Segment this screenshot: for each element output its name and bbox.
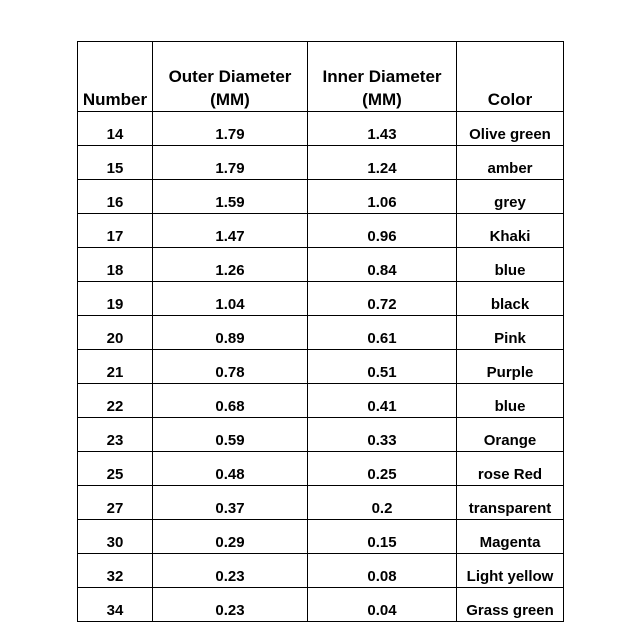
spec-table <box>77 41 564 622</box>
cell-inner-diameter: 0.08 <box>308 554 457 588</box>
table-row <box>78 486 564 520</box>
header-color-label: Color <box>487 90 533 109</box>
cell-inner-diameter: 0.41 <box>308 384 457 418</box>
cell-number: 17 <box>78 214 153 248</box>
cell-outer-diameter: 1.04 <box>153 282 308 316</box>
cell-color: blue <box>457 248 564 282</box>
table-row <box>78 588 564 622</box>
cell-inner-diameter: 1.43 <box>308 112 457 146</box>
cell-color: Grass green <box>457 588 564 622</box>
header-row <box>78 42 564 112</box>
table-row <box>78 282 564 316</box>
cell-number: 23 <box>78 418 153 452</box>
cell-number: 27 <box>78 486 153 520</box>
cell-color: rose Red <box>457 452 564 486</box>
cell-color: Orange <box>457 418 564 452</box>
cell-color: black <box>457 282 564 316</box>
cell-number: 14 <box>78 112 153 146</box>
table-row <box>78 384 564 418</box>
cell-outer-diameter: 0.23 <box>153 554 308 588</box>
cell-outer-diameter: 1.59 <box>153 180 308 214</box>
cell-color: amber <box>457 146 564 180</box>
table-row <box>78 112 564 146</box>
cell-number: 19 <box>78 282 153 316</box>
cell-color: grey <box>457 180 564 214</box>
header-number-label: Number <box>82 90 148 109</box>
cell-color: Khaki <box>457 214 564 248</box>
cell-number: 16 <box>78 180 153 214</box>
header-number <box>78 42 153 112</box>
cell-number: 20 <box>78 316 153 350</box>
cell-outer-diameter: 1.79 <box>153 112 308 146</box>
cell-color: Pink <box>457 316 564 350</box>
cell-color: Magenta <box>457 520 564 554</box>
cell-outer-diameter: 0.23 <box>153 588 308 622</box>
cell-inner-diameter: 0.84 <box>308 248 457 282</box>
cell-outer-diameter: 0.59 <box>153 418 308 452</box>
header-inner-diameter-line1: Inner Diameter <box>322 67 442 86</box>
cell-inner-diameter: 0.51 <box>308 350 457 384</box>
table-row <box>78 554 564 588</box>
cell-number: 25 <box>78 452 153 486</box>
header-inner-diameter-line2: (MM) <box>362 90 402 109</box>
cell-number: 34 <box>78 588 153 622</box>
table-row <box>78 316 564 350</box>
cell-number: 32 <box>78 554 153 588</box>
cell-color: Purple <box>457 350 564 384</box>
table-row <box>78 248 564 282</box>
cell-inner-diameter: 1.24 <box>308 146 457 180</box>
cell-number: 22 <box>78 384 153 418</box>
table-row <box>78 214 564 248</box>
cell-inner-diameter: 0.25 <box>308 452 457 486</box>
header-outer-diameter <box>153 42 308 112</box>
cell-number: 15 <box>78 146 153 180</box>
cell-inner-diameter: 0.72 <box>308 282 457 316</box>
cell-number: 18 <box>78 248 153 282</box>
cell-inner-diameter: 0.04 <box>308 588 457 622</box>
table-row <box>78 350 564 384</box>
cell-inner-diameter: 1.06 <box>308 180 457 214</box>
cell-inner-diameter: 0.2 <box>308 486 457 520</box>
header-outer-diameter-line1: Outer Diameter <box>168 67 292 86</box>
header-outer-diameter-line2: (MM) <box>210 90 250 109</box>
cell-outer-diameter: 1.47 <box>153 214 308 248</box>
cell-outer-diameter: 0.68 <box>153 384 308 418</box>
cell-number: 21 <box>78 350 153 384</box>
cell-outer-diameter: 1.26 <box>153 248 308 282</box>
cell-inner-diameter: 0.96 <box>308 214 457 248</box>
cell-number: 30 <box>78 520 153 554</box>
table-row <box>78 520 564 554</box>
table-row <box>78 452 564 486</box>
table-body <box>78 112 564 622</box>
cell-outer-diameter: 0.29 <box>153 520 308 554</box>
cell-color: Light yellow <box>457 554 564 588</box>
cell-outer-diameter: 1.79 <box>153 146 308 180</box>
cell-outer-diameter: 0.37 <box>153 486 308 520</box>
cell-color: transparent <box>457 486 564 520</box>
cell-inner-diameter: 0.61 <box>308 316 457 350</box>
cell-color: blue <box>457 384 564 418</box>
header-color <box>457 42 564 112</box>
header-inner-diameter <box>308 42 457 112</box>
table-row <box>78 180 564 214</box>
cell-inner-diameter: 0.33 <box>308 418 457 452</box>
table-row <box>78 418 564 452</box>
table-row <box>78 146 564 180</box>
cell-color: Olive green <box>457 112 564 146</box>
cell-inner-diameter: 0.15 <box>308 520 457 554</box>
cell-outer-diameter: 0.48 <box>153 452 308 486</box>
cell-outer-diameter: 0.78 <box>153 350 308 384</box>
table-header <box>78 42 564 112</box>
cell-outer-diameter: 0.89 <box>153 316 308 350</box>
